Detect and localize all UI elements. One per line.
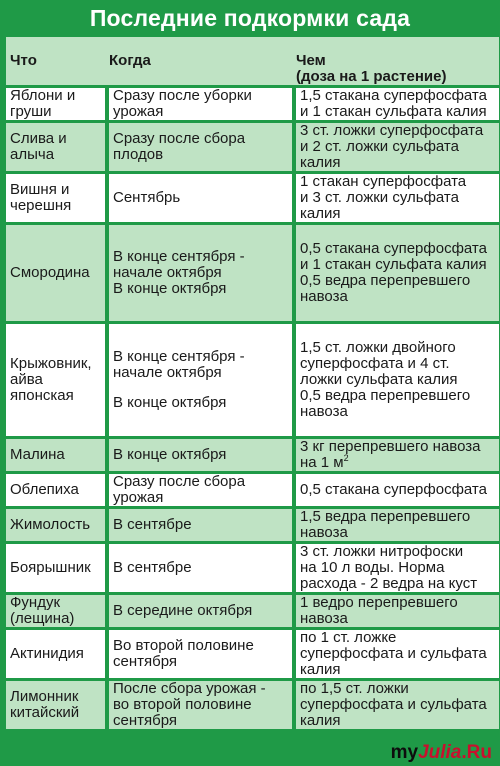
site-watermark: [391, 742, 492, 764]
table-row: [6, 681, 499, 729]
cell-dose: по 1 ст. ложке суперфосфата и сульфата калия: [292, 630, 499, 678]
cell-plant: Малина: [6, 439, 105, 471]
cell-dose-part2: 0,5 ведра перепревшего навоза: [300, 272, 471, 305]
table-row: [6, 174, 499, 222]
cell-when: Во второй половине сентября: [105, 630, 292, 678]
cell-dose: 3 ст. ложки нитрофоски на 10 л воды. Норма расхода - 2 ведра на куст: [292, 544, 499, 592]
cell-dose: 3 ст. ложки суперфосфата и 2 ст. ложки сульфата калия: [292, 123, 499, 171]
cell-dose: [292, 225, 499, 321]
table-row: [6, 630, 499, 678]
cell-plant: Лимонник китайский: [6, 681, 105, 729]
cell-plant: Фундук (лещина): [6, 595, 105, 627]
table-row: [6, 509, 499, 541]
cell-plant: Смородина: [6, 225, 105, 321]
cell-when: После сбора урожая - во второй половине сентября: [105, 681, 292, 729]
cell-when: Сразу после уборки урожая: [105, 88, 292, 120]
header-when: Когда: [105, 37, 292, 85]
cell-when-part1: В конце сентября - начале октября: [113, 348, 245, 381]
cell-when-part2: В конце октября: [113, 394, 227, 411]
cell-when: В сентябре: [105, 509, 292, 541]
cell-when: Сразу после сбора урожая: [105, 474, 292, 506]
cell-dose: 1 стакан суперфосфата и 3 ст. ложки сульфата калия: [292, 174, 499, 222]
cell-plant: Жимолость: [6, 509, 105, 541]
cell-dose-text: 3 кг перепревшего навоза на 1 м: [300, 438, 481, 471]
table-header-row: [6, 37, 499, 85]
cell-plant: Яблони и груши: [6, 88, 105, 120]
cell-dose-part1: 1,5 ст. ложки двойного суперфосфата и 4 ст. ложки сульфата калия: [300, 339, 458, 388]
header-dose: [292, 37, 499, 85]
table-row: [6, 474, 499, 506]
cell-dose-superscript: 2: [343, 453, 349, 463]
cell-dose-part2: 0,5 ведра перепревшего навоза: [300, 387, 471, 420]
cell-when: Сразу после сбора плодов: [105, 123, 292, 171]
cell-when: Сентябрь: [105, 174, 292, 222]
cell-when: В конце октября: [105, 439, 292, 471]
table-row: [6, 88, 499, 120]
cell-dose: [292, 439, 499, 471]
watermark-part3: .Ru: [461, 742, 492, 763]
table-row: [6, 123, 499, 171]
cell-dose: 0,5 стакана суперфосфата: [292, 474, 499, 506]
cell-dose: 1,5 ведра перепревшего навоза: [292, 509, 499, 541]
cell-dose: 1,5 стакана суперфосфата и 1 стакан сульфата калия: [292, 88, 499, 120]
cell-when: [105, 225, 292, 321]
cell-plant: Актинидия: [6, 630, 105, 678]
cell-plant: Облепиха: [6, 474, 105, 506]
table-row: [6, 595, 499, 627]
cell-when: В середине октября: [105, 595, 292, 627]
fertilizer-table: [6, 34, 499, 732]
table-row: [6, 439, 499, 471]
table-row: [6, 225, 499, 321]
cell-plant: Вишня и черешня: [6, 174, 105, 222]
header-dose-line2: (доза на 1 растение): [296, 68, 447, 85]
page-title: Последние подкормки сада: [89, 5, 411, 31]
header-dose-line1: Чем: [296, 52, 326, 69]
cell-dose-part1: 0,5 стакана суперфосфата и 1 стакан сульфата калия: [300, 240, 487, 273]
cell-when-part1: В конце сентября - начале октября: [113, 248, 245, 281]
cell-plant: Слива и алыча: [6, 123, 105, 171]
cell-plant: Крыжовник, айва японская: [6, 324, 105, 436]
cell-when-part2: В конце октября: [113, 280, 227, 297]
cell-dose: 1 ведро перепревшего навоза: [292, 595, 499, 627]
watermark-part2: Julia: [418, 742, 462, 763]
header-what: Что: [6, 37, 105, 85]
table-row: [6, 544, 499, 592]
table-row: [6, 324, 499, 436]
cell-when: [105, 324, 292, 436]
cell-plant: Боярышник: [6, 544, 105, 592]
cell-dose: [292, 324, 499, 436]
cell-dose: по 1,5 ст. ложки суперфосфата и сульфата калия: [292, 681, 499, 729]
watermark-part1: my: [390, 742, 419, 763]
cell-when: В сентябре: [105, 544, 292, 592]
